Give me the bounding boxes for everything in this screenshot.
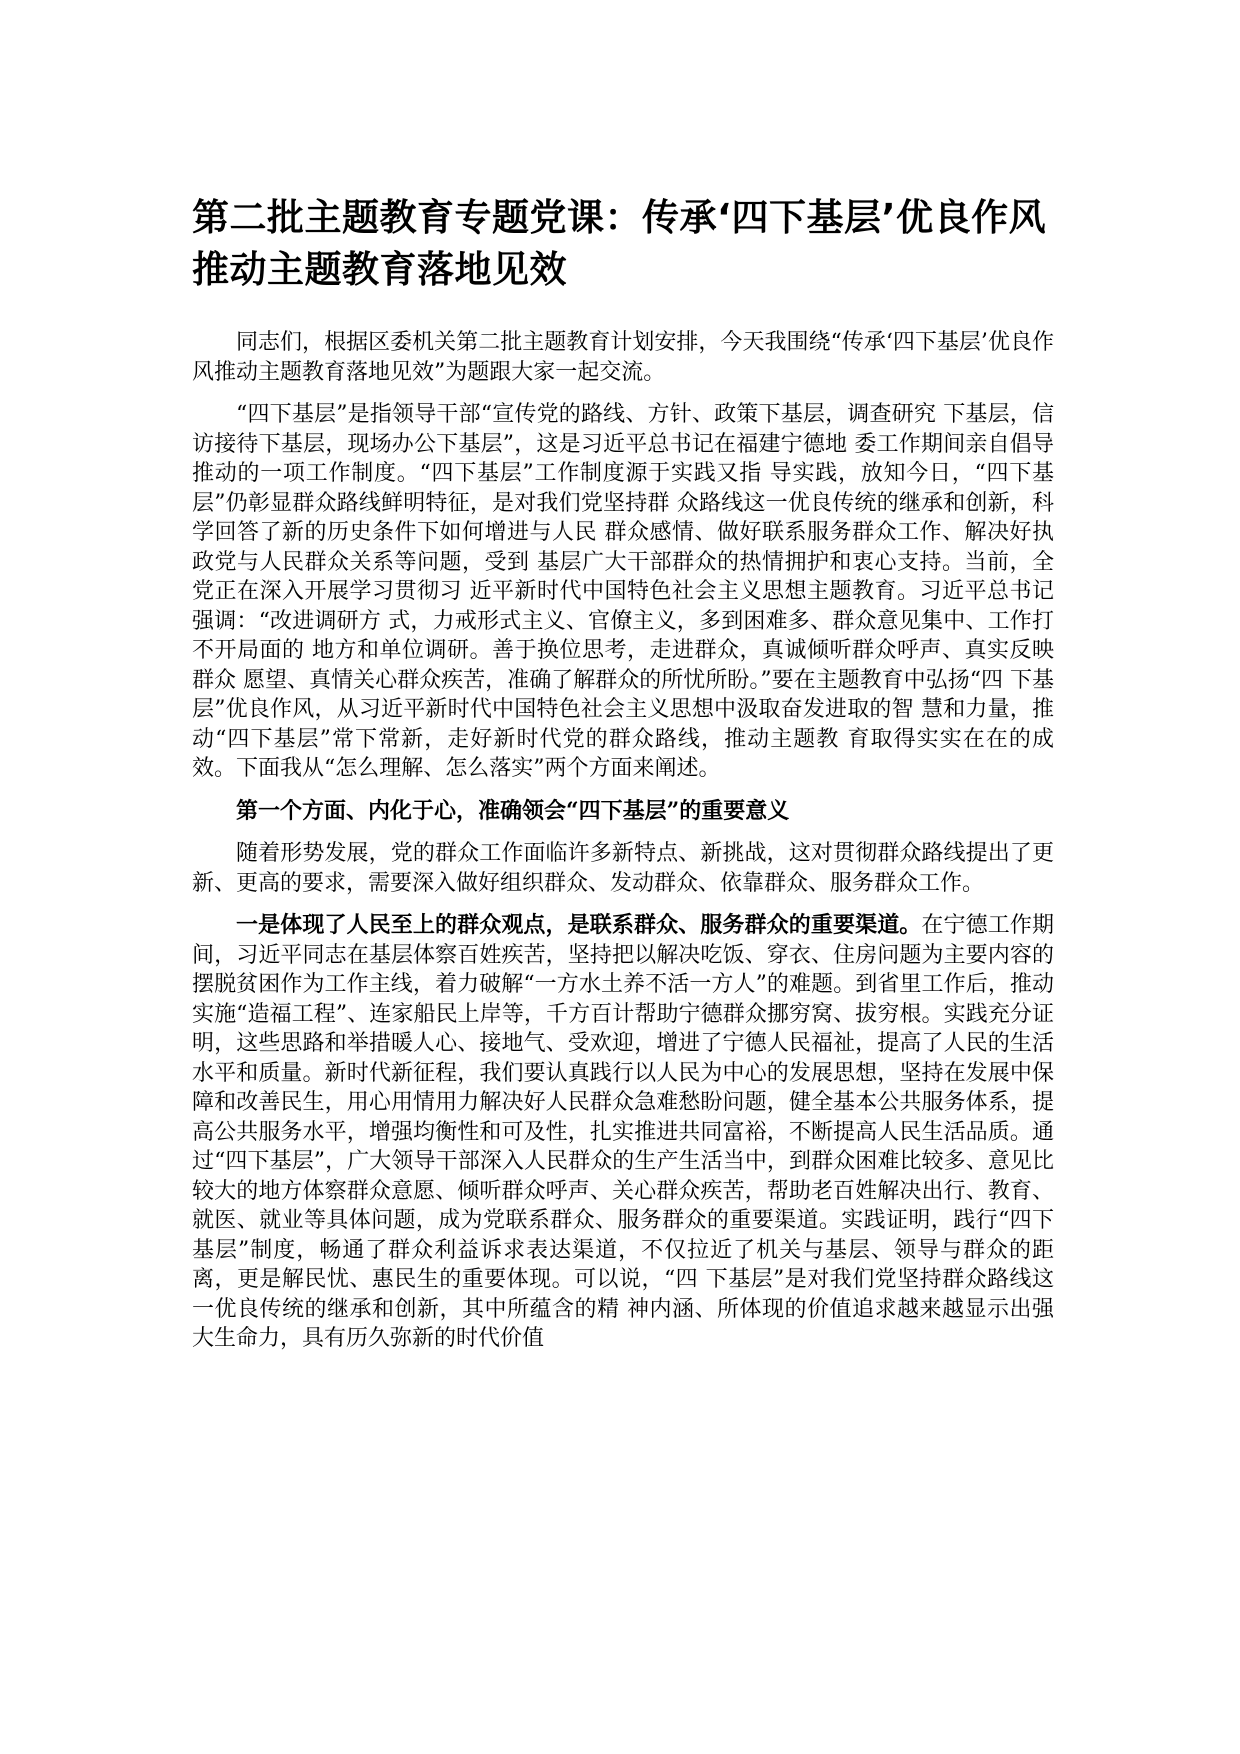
intro-paragraph: 同志们，根据区委机关第二批主题教育计划安排，今天我围绕“传承‘四下基层’优良作风推动主题教育落地见效”为题跟大家一起交流。	[192, 330, 1054, 385]
context-paragraph: 随着形势发展，党的群众工作面临许多新特点、新挑战，这对贯彻群众路线提出了更新、更高的要求，需要深入做好组织群众、发动群众、依靠群众、服务群众工作。	[192, 841, 1054, 896]
section-heading-1: 第一个方面、内化于心，准确领会“四下基层”的重要意义	[236, 797, 790, 824]
document-title: 第二批主题教育专题党课：传承‘四下基层’优良作风推动主题教育落地见效	[192, 196, 1047, 291]
point-one-body: 在宁德工作期间，习近平同志在基层体察百姓疾苦，坚持把以解决吃饭、穿衣、住房问题为主要内容的摆脱贫困作为工作主线，着力破解“一方水土养不活一方人”的难题。到省里工作后，推动实施“造福工程”、连家船民上岸等，千方百计帮助宁德群众挪穷窝、拔穷根。实践充分证明，这些思路和举措暖人心、接地气、受欢迎，增进了宁德人民福祉，提高了人民的生活水平和质量。新时代新征程，我们要认真践行以人民为中心的发展思想，坚持在发展中保障和改善民生，用心用情用力解决好人民群众急难愁盼问题，健全基本公共服务体系，提高公共服务水平，增强均衡性和可及性，扎实推进共同富裕，不断提高人民生活品质。通过“四下基层”，广大领导干部深入人民群众的生产生活当中，到群众困难比较多、意见比较大的地方体察群众意愿、倾听群众呼声、关心群众疾苦，帮助老百姓解决出行、教育、就医、就业等具体问题，成为党联系群众、服务群众的重要渠道。实践证明，践行“四下基层”制度，畅通了群众利益诉求表达渠道，不仅拉近了机关与基层、领导与群众的距离，更是解民忧、惠民生的重要体现。可以说，“四 下基层”是对我们党坚持群众路线这一优良传统的继承和创新，其中所蕴含的精 神内涵、所体现的价值追求越来越显示出强大生命力，具有历久弥新的时代价值	[192, 913, 1054, 1351]
point-one-paragraph	[192, 911, 1054, 1354]
point-one-lead: 一是体现了人民至上的群众观点，是联系群众、服务群众的重要渠道。	[236, 912, 922, 938]
document-page	[192, 192, 1054, 1367]
definition-paragraph: “四下基层”是指领导干部“宣传党的路线、方针、政策下基层，调查研究 下基层，信访接待下基层，现场办公下基层”，这是习近平总书记在福建宁德地 委工作期间亲自倡导推动的一项工作制度。“四下基层”工作制度源于实践又指 导实践，放知今日，“四下基层”仍彰显群众路线鲜明特征，是对我们党坚持群 众路线这一优良传统的继承和创新，科学回答了新的历史条件下如何增进与人民 群众感情、做好联系服务群众工作、解决好执政党与人民群众关系等问题，受到 基层广大干部群众的热情拥护和衷心支持。当前，全党正在深入开展学习贯彻习 近平新时代中国特色社会主义思想主题教育。习近平总书记强调：“改进调研方 式，力戒形式主义、官僚主义，多到困难多、群众意见集中、工作打不开局面的 地方和单位调研。善于换位思考，走进群众，真诚倾听群众呼声、真实反映群众 愿望、真情关心群众疾苦，准确了解群众的所忧所盼。”要在主题教育中弘扬“四 下基层”优良作风，从习近平新时代中国特色社会主义思想中汲取奋发进取的智 慧和力量，推动“四下基层”常下常新，走好新时代党的群众路线，推动主题教 育取得实实在在的成效。下面我从“怎么理解、怎么落实”两个方面来阐述。	[192, 402, 1054, 781]
